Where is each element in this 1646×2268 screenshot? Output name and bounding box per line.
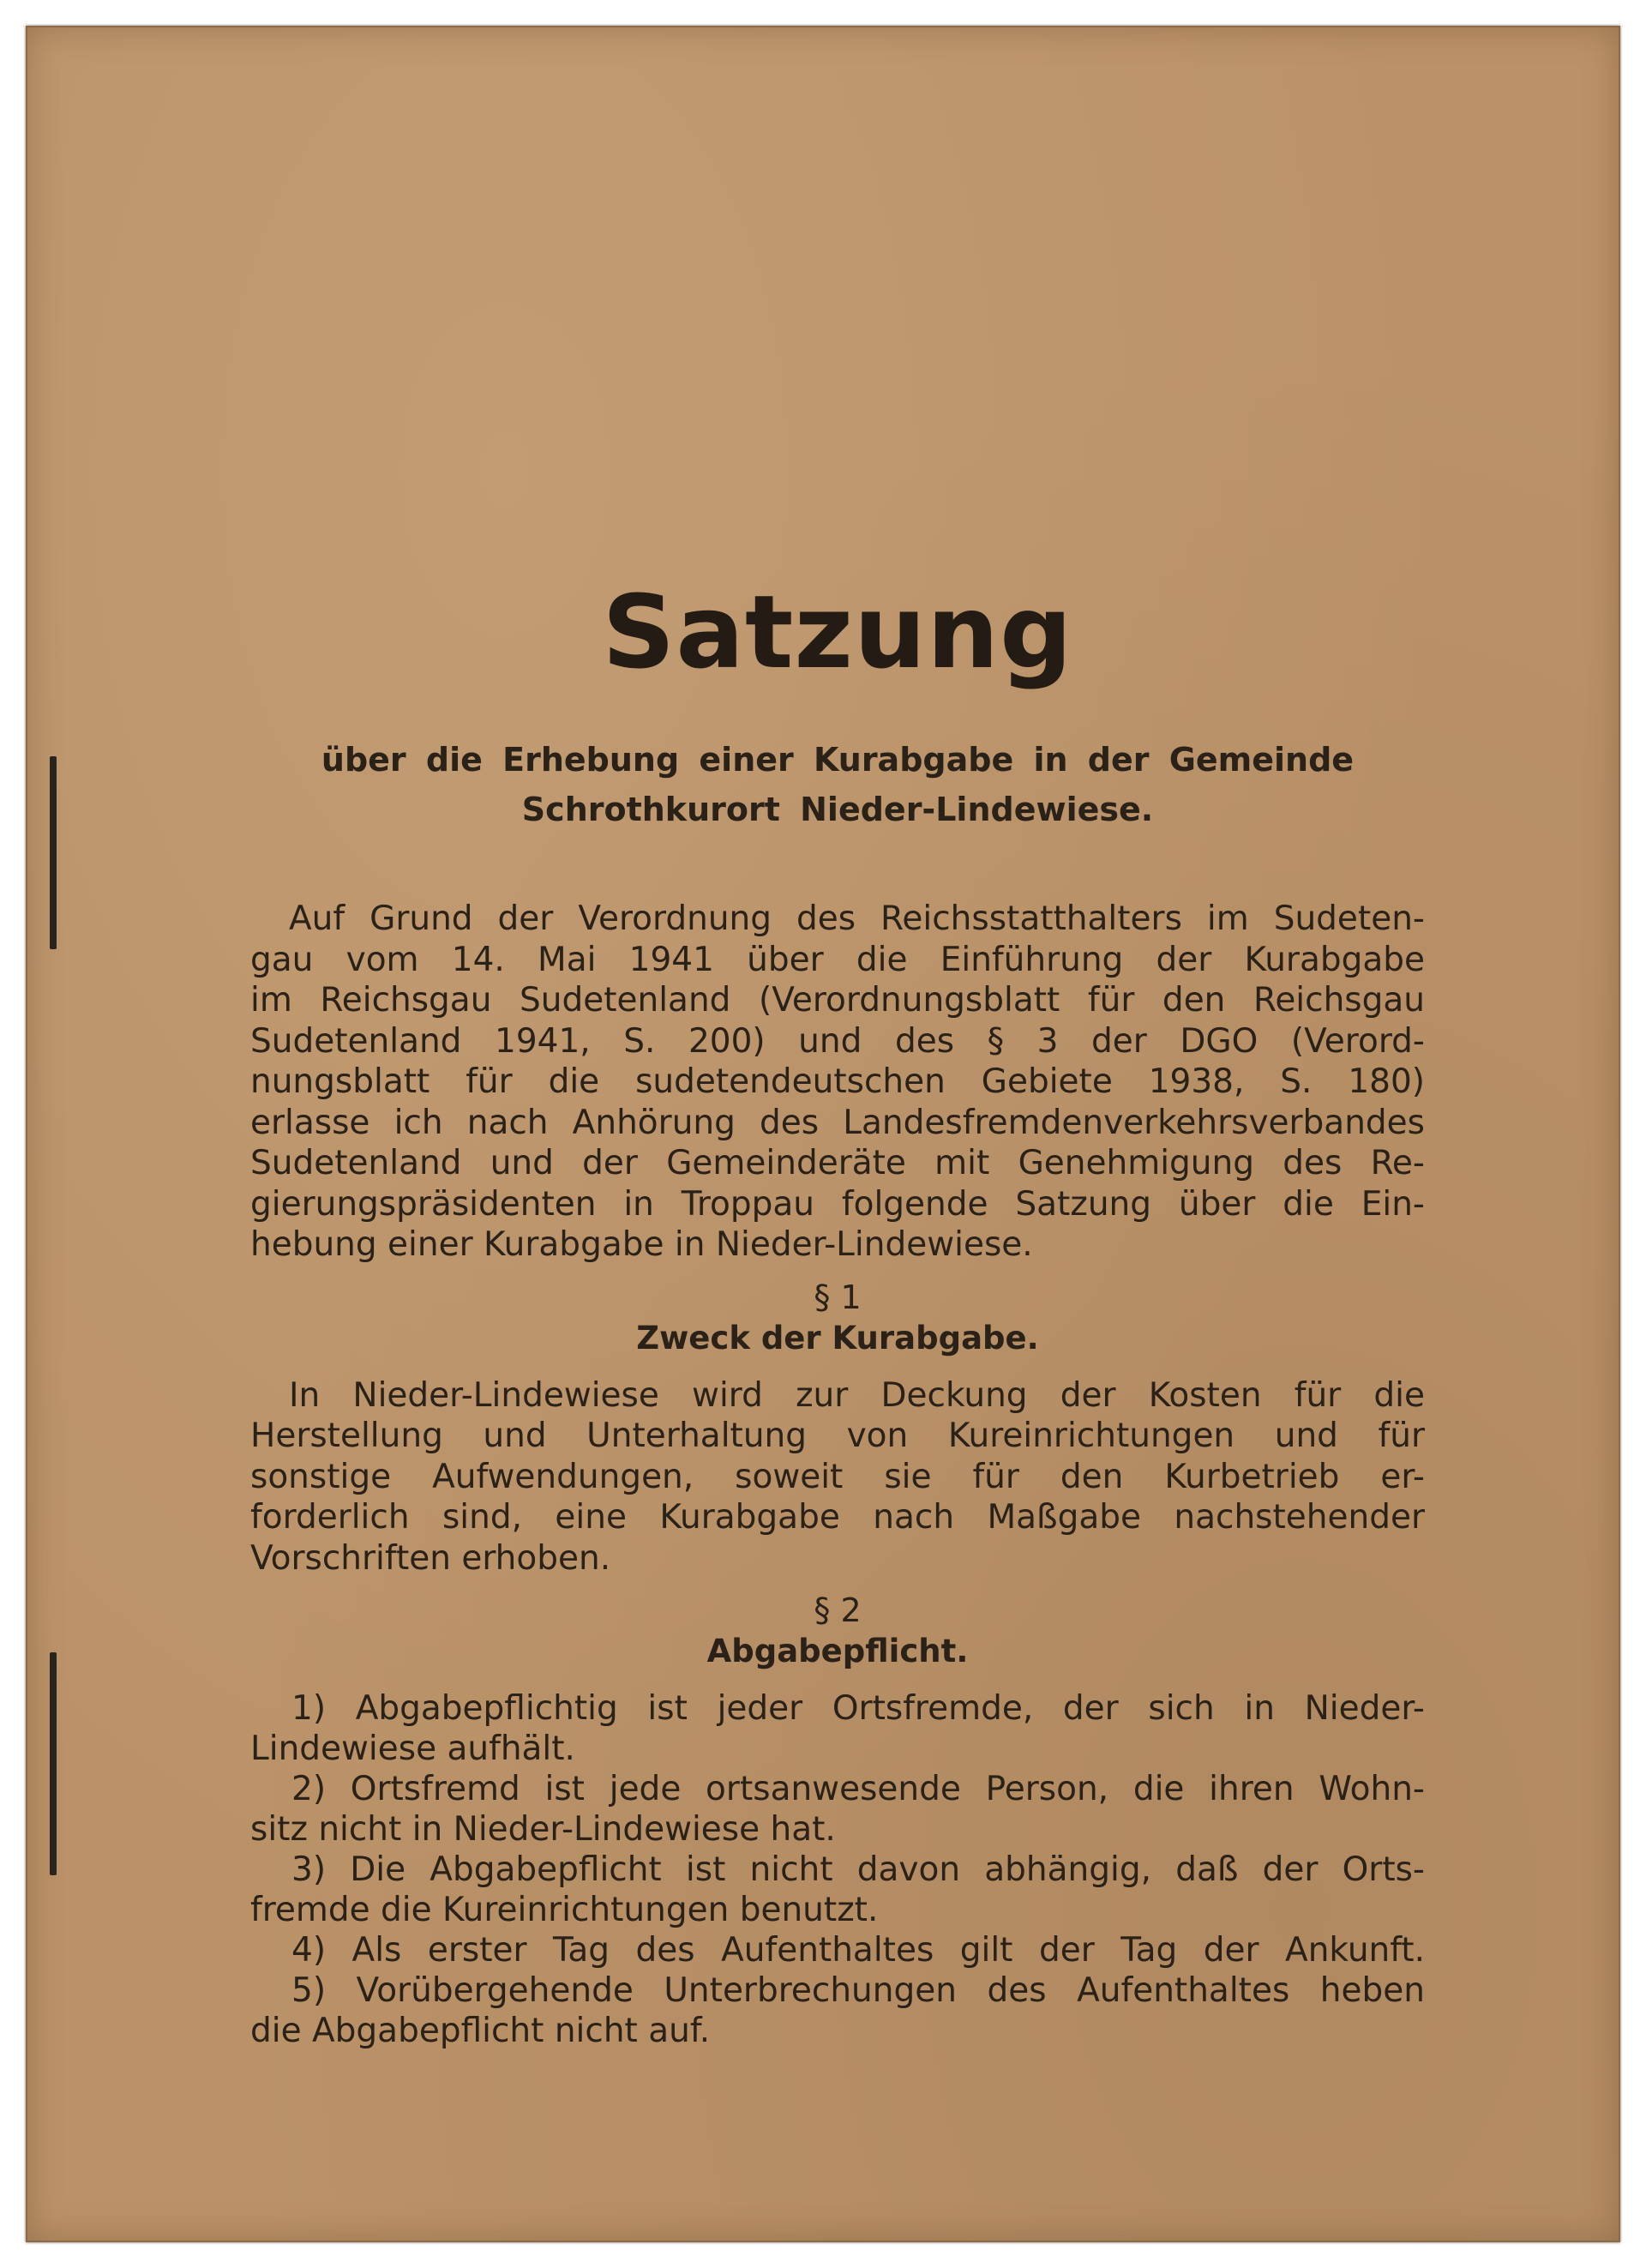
subtitle-line: Schrothkurort Nieder-Lindewiese. xyxy=(521,791,1154,828)
document-body xyxy=(250,573,1425,2051)
item-3-first-line: 3) Die Abgabepflicht ist nicht davon abhängig, daß der Orts- xyxy=(291,1850,1425,1889)
section-1-paragraph xyxy=(250,1375,1425,1579)
item-2-continuation: sitz nicht in Nieder-Lindewiese hat. xyxy=(250,1810,836,1849)
preamble-paragraph xyxy=(250,899,1425,1266)
section-1-line: Herstellung und Unterhaltung von Kureinrichtungen und für xyxy=(250,1417,1425,1455)
item-1-first-line: 1) Abgabepflichtig ist jeder Ortsfremde, der sich in Nieder- xyxy=(291,1689,1425,1728)
preamble-line: nungsblatt für die sudetendeutschen Gebiete 1938, S. 180) xyxy=(250,1062,1425,1101)
preamble-line: gau vom 14. Mai 1941 über die Einführung der Kurabgabe xyxy=(250,940,1425,979)
staple-top xyxy=(50,756,57,949)
section-1-line: sonstige Aufwendungen, soweit sie für den Kurbetrieb er- xyxy=(250,1457,1425,1496)
paper-sheet xyxy=(26,26,1620,2242)
section-1-number: § 1 xyxy=(814,1278,862,1316)
staple-bottom xyxy=(50,1652,57,1875)
item-1-continuation: Lindewiese aufhält. xyxy=(250,1730,575,1768)
section-2-items xyxy=(250,1688,1425,2051)
document-subtitle xyxy=(250,735,1425,834)
item-5-first-line: 5) Vorübergehende Unterbrechungen des Aufenthaltes heben xyxy=(291,1971,1425,2010)
item-5-continuation: die Abgabepflicht nicht auf. xyxy=(250,2012,711,2050)
section-1-line: In Nieder-Lindewiese wird zur Deckung der Kosten für die xyxy=(289,1375,1425,1415)
item-3-continuation: fremde die Kureinrichtungen benutzt. xyxy=(250,1891,879,1929)
document-title: Satzung xyxy=(602,573,1073,691)
preamble-line: Auf Grund der Verordnung des Reichsstatthalters im Sudeten- xyxy=(289,899,1425,938)
preamble-line: erlasse ich nach Anhörung des Landesfremdenverkehrsverbandes xyxy=(250,1103,1425,1142)
preamble-line: im Reichsgau Sudetenland (Verordnungsblatt für den Reichsgau xyxy=(250,981,1425,1020)
preamble-line: hebung einer Kurabgabe in Nieder-Lindewiese. xyxy=(250,1225,1033,1264)
section-1-line: Vorschriften erhoben. xyxy=(250,1538,611,1578)
item-2-first-line: 2) Ortsfremd ist jede ortsanwesende Person, die ihren Wohn- xyxy=(291,1770,1425,1808)
preamble-line: Sudetenland und der Gemeinderäte mit Genehmigung des Re- xyxy=(250,1144,1425,1182)
preamble-line: gierungspräsidenten in Troppau folgende Satzung über die Ein- xyxy=(250,1184,1425,1224)
subtitle-line: über die Erhebung einer Kurabgabe in der Gemeinde xyxy=(321,741,1355,779)
preamble-line: Sudetenland 1941, S. 200) und des § 3 der DGO (Verord- xyxy=(250,1021,1425,1061)
section-2-heading: Abgabepflicht. xyxy=(706,1633,969,1669)
section-1-heading: Zweck der Kurabgabe. xyxy=(636,1319,1039,1357)
section-1-line: forderlich sind, eine Kurabgabe nach Maßgabe nachstehender xyxy=(250,1498,1425,1537)
item-4-first-line: 4) Als erster Tag des Aufenthaltes gilt der Tag der Ankunft. xyxy=(291,1931,1425,1970)
section-2-number: § 2 xyxy=(814,1591,862,1629)
